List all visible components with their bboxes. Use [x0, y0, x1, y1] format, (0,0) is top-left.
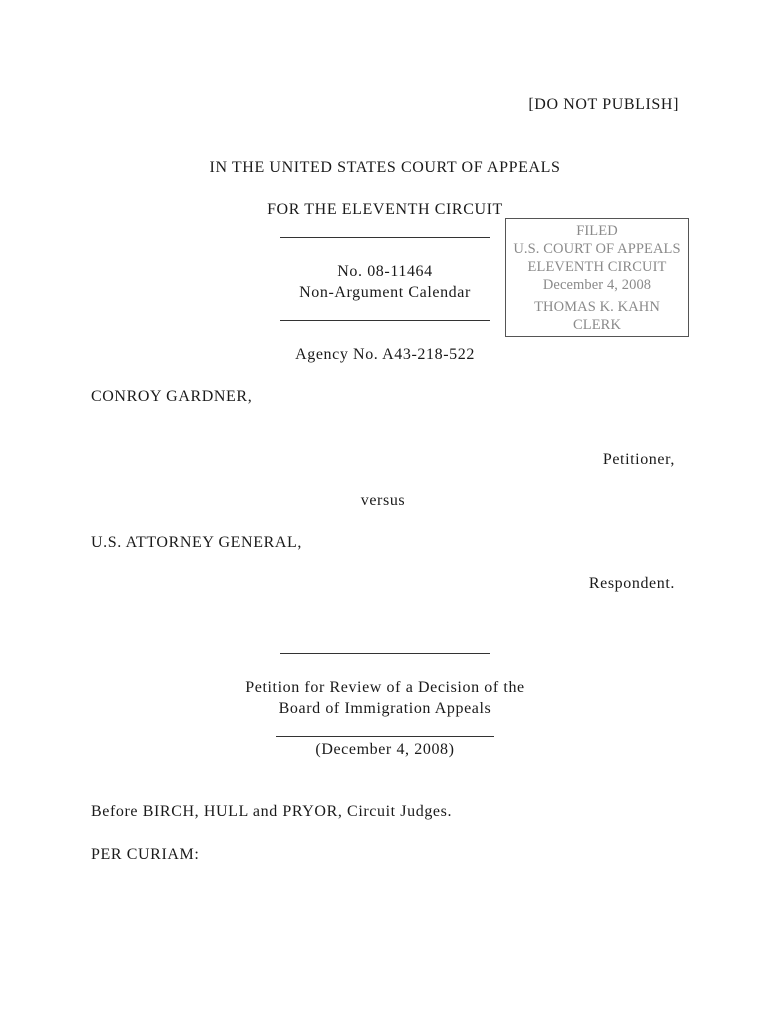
circuit-name: FOR THE ELEVENTH CIRCUIT [267, 201, 503, 218]
filed-stamp-line: ELEVENTH CIRCUIT [527, 259, 667, 275]
filed-stamp-clerk-name: THOMAS K. KAHN [534, 299, 660, 315]
petition-agency: Board of Immigration Appeals [278, 700, 492, 717]
calendar-type: Non-Argument Calendar [299, 284, 471, 301]
filed-stamp-line: U.S. COURT OF APPEALS [513, 241, 681, 257]
petitioner-role: Petitioner, [602, 451, 675, 468]
versus-label: versus [360, 492, 406, 509]
filed-stamp-clerk-title: CLERK [572, 317, 622, 333]
respondent-name: U.S. ATTORNEY GENERAL, [91, 534, 302, 551]
per-curiam-heading: PER CURIAM: [91, 846, 200, 863]
divider-rule [280, 320, 490, 321]
publish-status: [DO NOT PUBLISH] [528, 96, 679, 113]
divider-rule [280, 237, 490, 238]
divider-rule [280, 653, 490, 654]
court-name: IN THE UNITED STATES COURT OF APPEALS [209, 159, 561, 176]
filed-stamp-line: FILED [576, 223, 618, 239]
filed-stamp [505, 218, 689, 337]
agency-number: Agency No. A43-218-522 [295, 346, 475, 363]
case-number: No. 08-11464 [337, 263, 433, 280]
petition-description: Petition for Review of a Decision of the [245, 679, 525, 696]
petitioner-name: CONROY GARDNER, [91, 388, 253, 405]
panel-judges: Before BIRCH, HULL and PRYOR, Circuit Judges. [91, 803, 453, 820]
decision-date: (December 4, 2008) [315, 741, 455, 758]
respondent-role: Respondent. [588, 575, 675, 592]
filed-stamp-date: December 4, 2008 [542, 277, 652, 293]
divider-rule [276, 736, 494, 737]
